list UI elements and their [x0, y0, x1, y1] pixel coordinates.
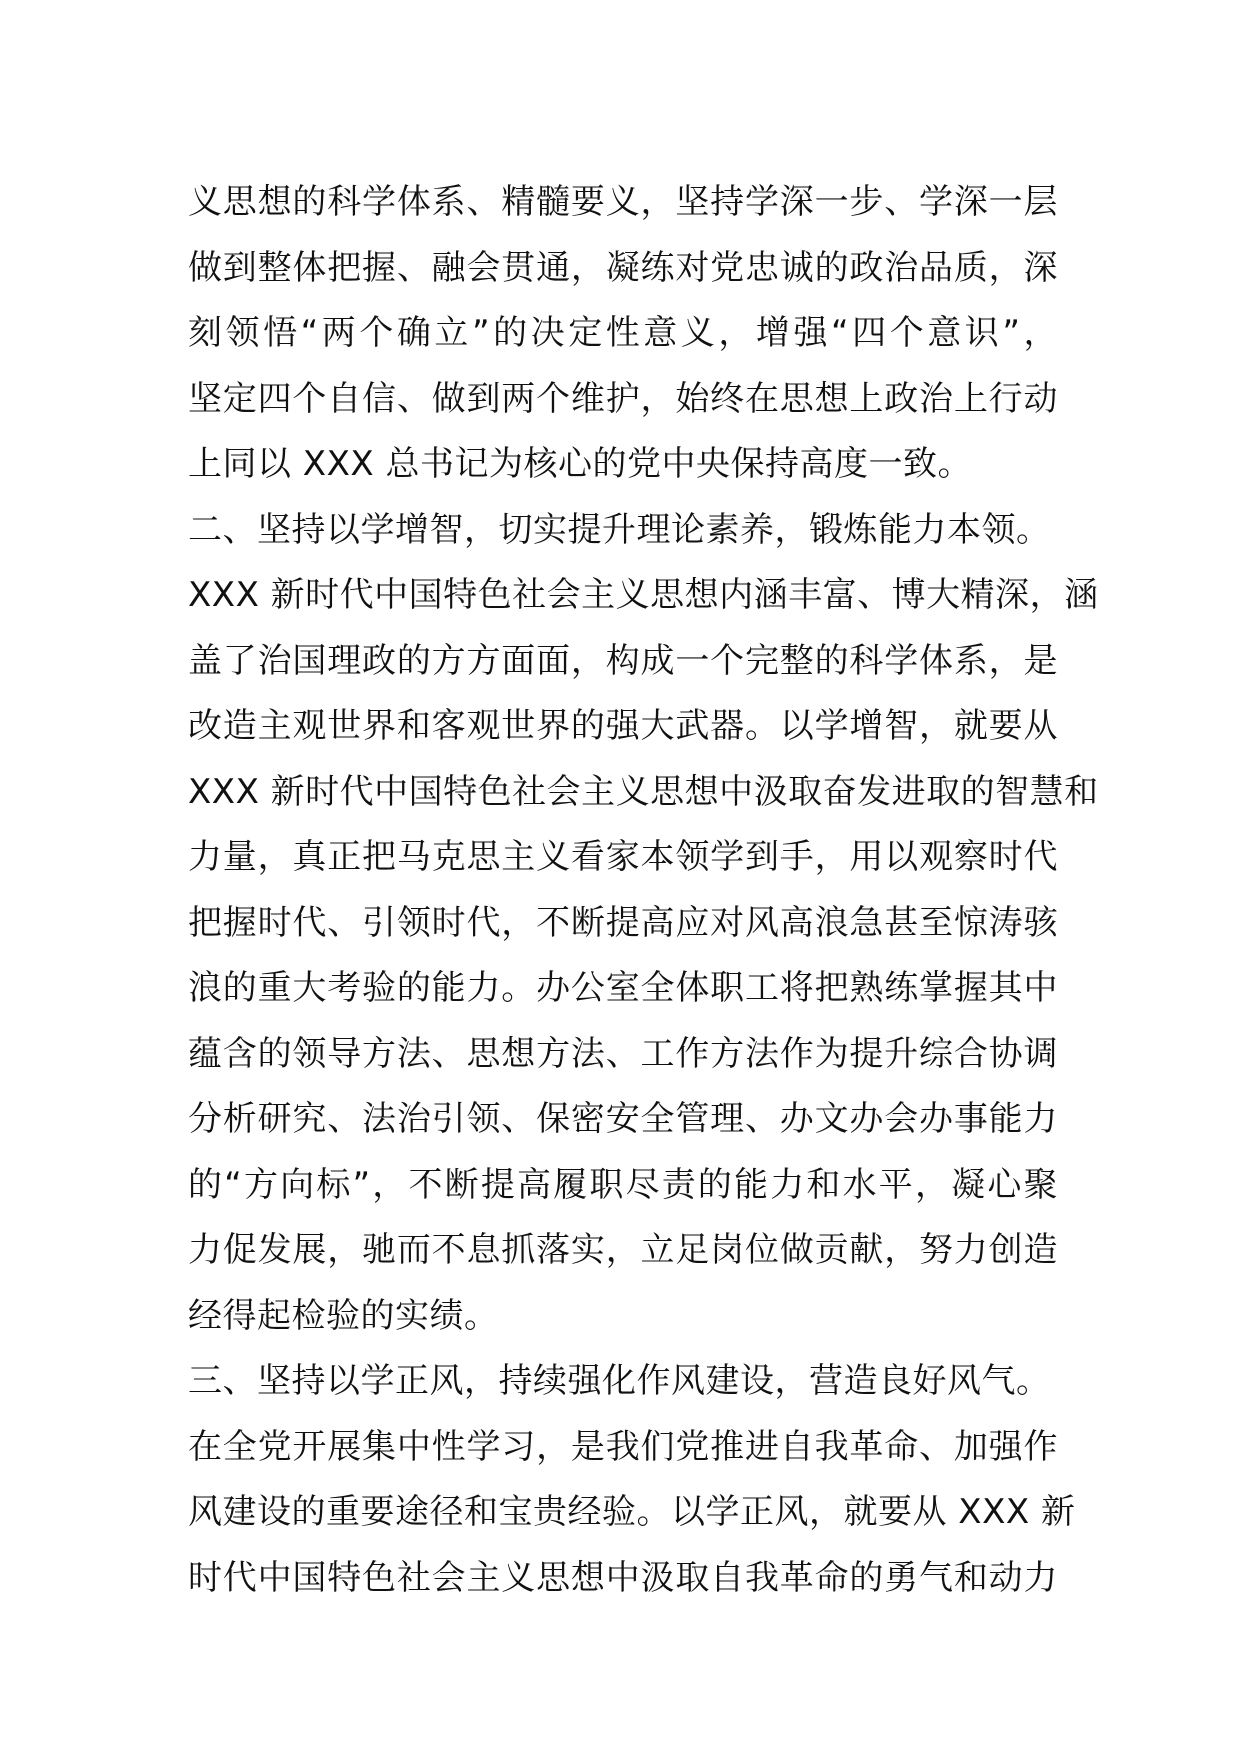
text-line: 坚定四个自信、做到两个维护，始终在思想上政治上行动: [188, 378, 1058, 419]
text-line: XXX 新时代中国特色社会主义思想内涵丰富、博大精深，涵: [188, 575, 1099, 615]
text-line: 时代中国特色社会主义思想中汲取自我革命的勇气和动力: [188, 1557, 1058, 1598]
text-line: 分析研究、法治引领、保密安全管理、办文办会办事能力: [188, 1099, 1058, 1139]
text-line: 蕴含的领导方法、思想方法、工作方法作为提升综合协调: [188, 1033, 1058, 1074]
text-line: 的“方向标”，不断提高履职尽责的能力和水平，凝心聚: [188, 1164, 1058, 1205]
section-heading-2: 二、坚持以学增智，切实提升理论素养，锻炼能力本领。: [188, 509, 1051, 550]
document-body: [188, 170, 1099, 1611]
text-line: 义思想的科学体系、精髓要义，坚持学深一步、学深一层: [188, 182, 1058, 222]
text-line: 风建设的重要途径和宝贵经验。以学正风，就要从 XXX 新: [188, 1492, 1076, 1532]
text-line: 上同以 XXX 总书记为核心的党中央保持高度一致。: [188, 444, 972, 484]
text-line: 在全党开展集中性学习，是我们党推进自我革命、加强作: [188, 1426, 1058, 1467]
text-line: 改造主观世界和客观世界的强大武器。以学增智，就要从: [188, 706, 1058, 746]
section-heading-3: 三、坚持以学正风，持续强化作风建设，营造良好风气。: [188, 1361, 1051, 1401]
text-line: 把握时代、引领时代，不断提高应对风高浪急甚至惊涛骇: [188, 902, 1058, 943]
text-line: XXX 新时代中国特色社会主义思想中汲取奋发进取的智慧和: [188, 771, 1099, 812]
text-line: 浪的重大考验的能力。办公室全体职工将把熟练掌握其中: [188, 968, 1058, 1008]
text-line: 力促发展，驰而不息抓落实，立足岗位做贡献，努力创造: [188, 1230, 1058, 1270]
text-line: 做到整体把握、融会贯通，凝练对党忠诚的政治品质，深: [188, 247, 1058, 288]
text-line: 经得起检验的实绩。: [188, 1295, 499, 1336]
text-line: 盖了治国理政的方方面面，构成一个完整的科学体系，是: [188, 640, 1058, 681]
text-line: 刻领悟“两个确立”的决定性意义，增强“四个意识”，: [188, 313, 1058, 353]
text-line: 力量，真正把马克思主义看家本领学到手，用以观察时代: [188, 837, 1058, 877]
